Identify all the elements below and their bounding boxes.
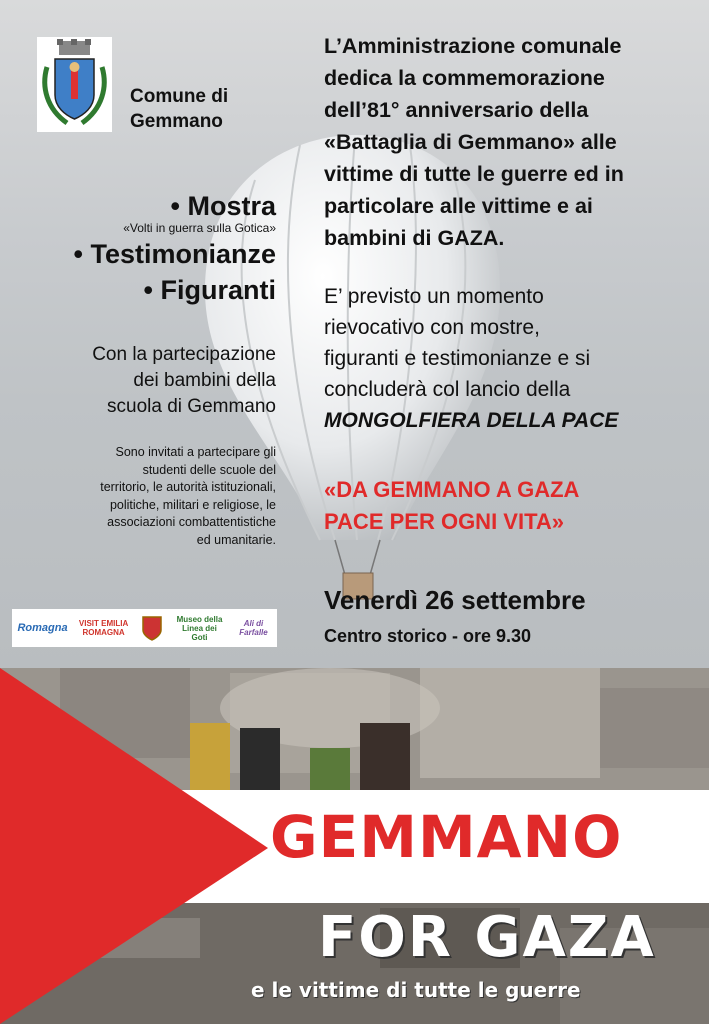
event-item-mostra: • Mostra	[170, 191, 276, 221]
program-paragraph	[324, 281, 704, 436]
program-line: rievocativo con mostre,	[324, 316, 540, 339]
intro-line: dedica la commemorazione	[324, 66, 605, 90]
slogan-line-2: PACE PER OGNI VITA»	[324, 509, 565, 534]
event-item-figuranti: • Figuranti	[143, 275, 276, 305]
participation-line: scuola di Gemmano	[107, 396, 276, 417]
banner-tagline: e le vittime di tutte le guerre	[251, 978, 581, 1002]
program-balloon-name: MONGOLFIERA DELLA PACE	[324, 409, 619, 432]
intro-line: dell’81° anniversario della	[324, 98, 589, 122]
program-line: E’ previsto un momento	[324, 285, 544, 308]
intro-line: L’Amministrazione comunale	[324, 34, 622, 58]
invited-line: studenti delle scuole del	[142, 462, 276, 477]
banner-title: GEMMANO	[270, 803, 623, 871]
intro-paragraph	[324, 30, 704, 254]
slogan	[324, 474, 704, 538]
slogan-line-1: «DA GEMMANO A GAZA	[324, 477, 580, 502]
intro-line: particolare alle vittime e ai	[324, 194, 593, 218]
sponsor-logos-strip	[12, 609, 277, 647]
event-item-testimonianze: • Testimonianze	[73, 239, 276, 269]
banner-subtitle: FOR GAZA	[318, 905, 656, 970]
logo-visit-emilia-romagna: VISIT EMILIA ROMAGNA	[78, 619, 129, 637]
participation-line: Con la partecipazione	[92, 344, 276, 365]
logo-ali-di-farfalle: Ali di Farfalle	[239, 619, 268, 637]
intro-line: bambini di GAZA.	[324, 226, 505, 250]
program-line: concluderà col lancio della	[324, 378, 571, 401]
intro-line: vittime di tutte le guerre ed in	[324, 162, 624, 186]
event-place-time: Centro storico - ore 9.30	[324, 626, 532, 646]
crest-logo-icon	[140, 612, 164, 644]
municipality-name	[130, 84, 228, 134]
invited-line: ed umanitarie.	[196, 532, 276, 547]
participation-line: dei bambini della	[133, 370, 276, 391]
logo-museo-linea-goti: Museo della Linea dei Goti	[176, 614, 223, 642]
logo-romagna: Romagna	[17, 621, 68, 634]
municipality-crest	[37, 37, 112, 132]
event-item-mostra-subtitle: «Volti in guerra sulla Gotica»	[123, 221, 276, 235]
invited-line: associazioni combattentistiche	[107, 515, 276, 529]
invited-line: Sono invitati a partecipare gli	[115, 445, 276, 459]
municipality-line-2: Gemmano	[130, 111, 223, 132]
events-list	[30, 190, 276, 306]
participation-text	[30, 342, 276, 420]
invited-line: politiche, militari e religiose, le	[109, 497, 276, 512]
program-line: figuranti e testimonianze e si	[324, 347, 591, 370]
municipality-line-1: Comune di	[130, 86, 229, 107]
invited-line: territorio, le autorità istituzionali,	[100, 480, 276, 494]
invited-text	[30, 444, 276, 549]
event-date: Venerdì 26 settembre	[324, 585, 586, 615]
intro-line: «Battaglia di Gemmano» alle	[324, 130, 617, 154]
